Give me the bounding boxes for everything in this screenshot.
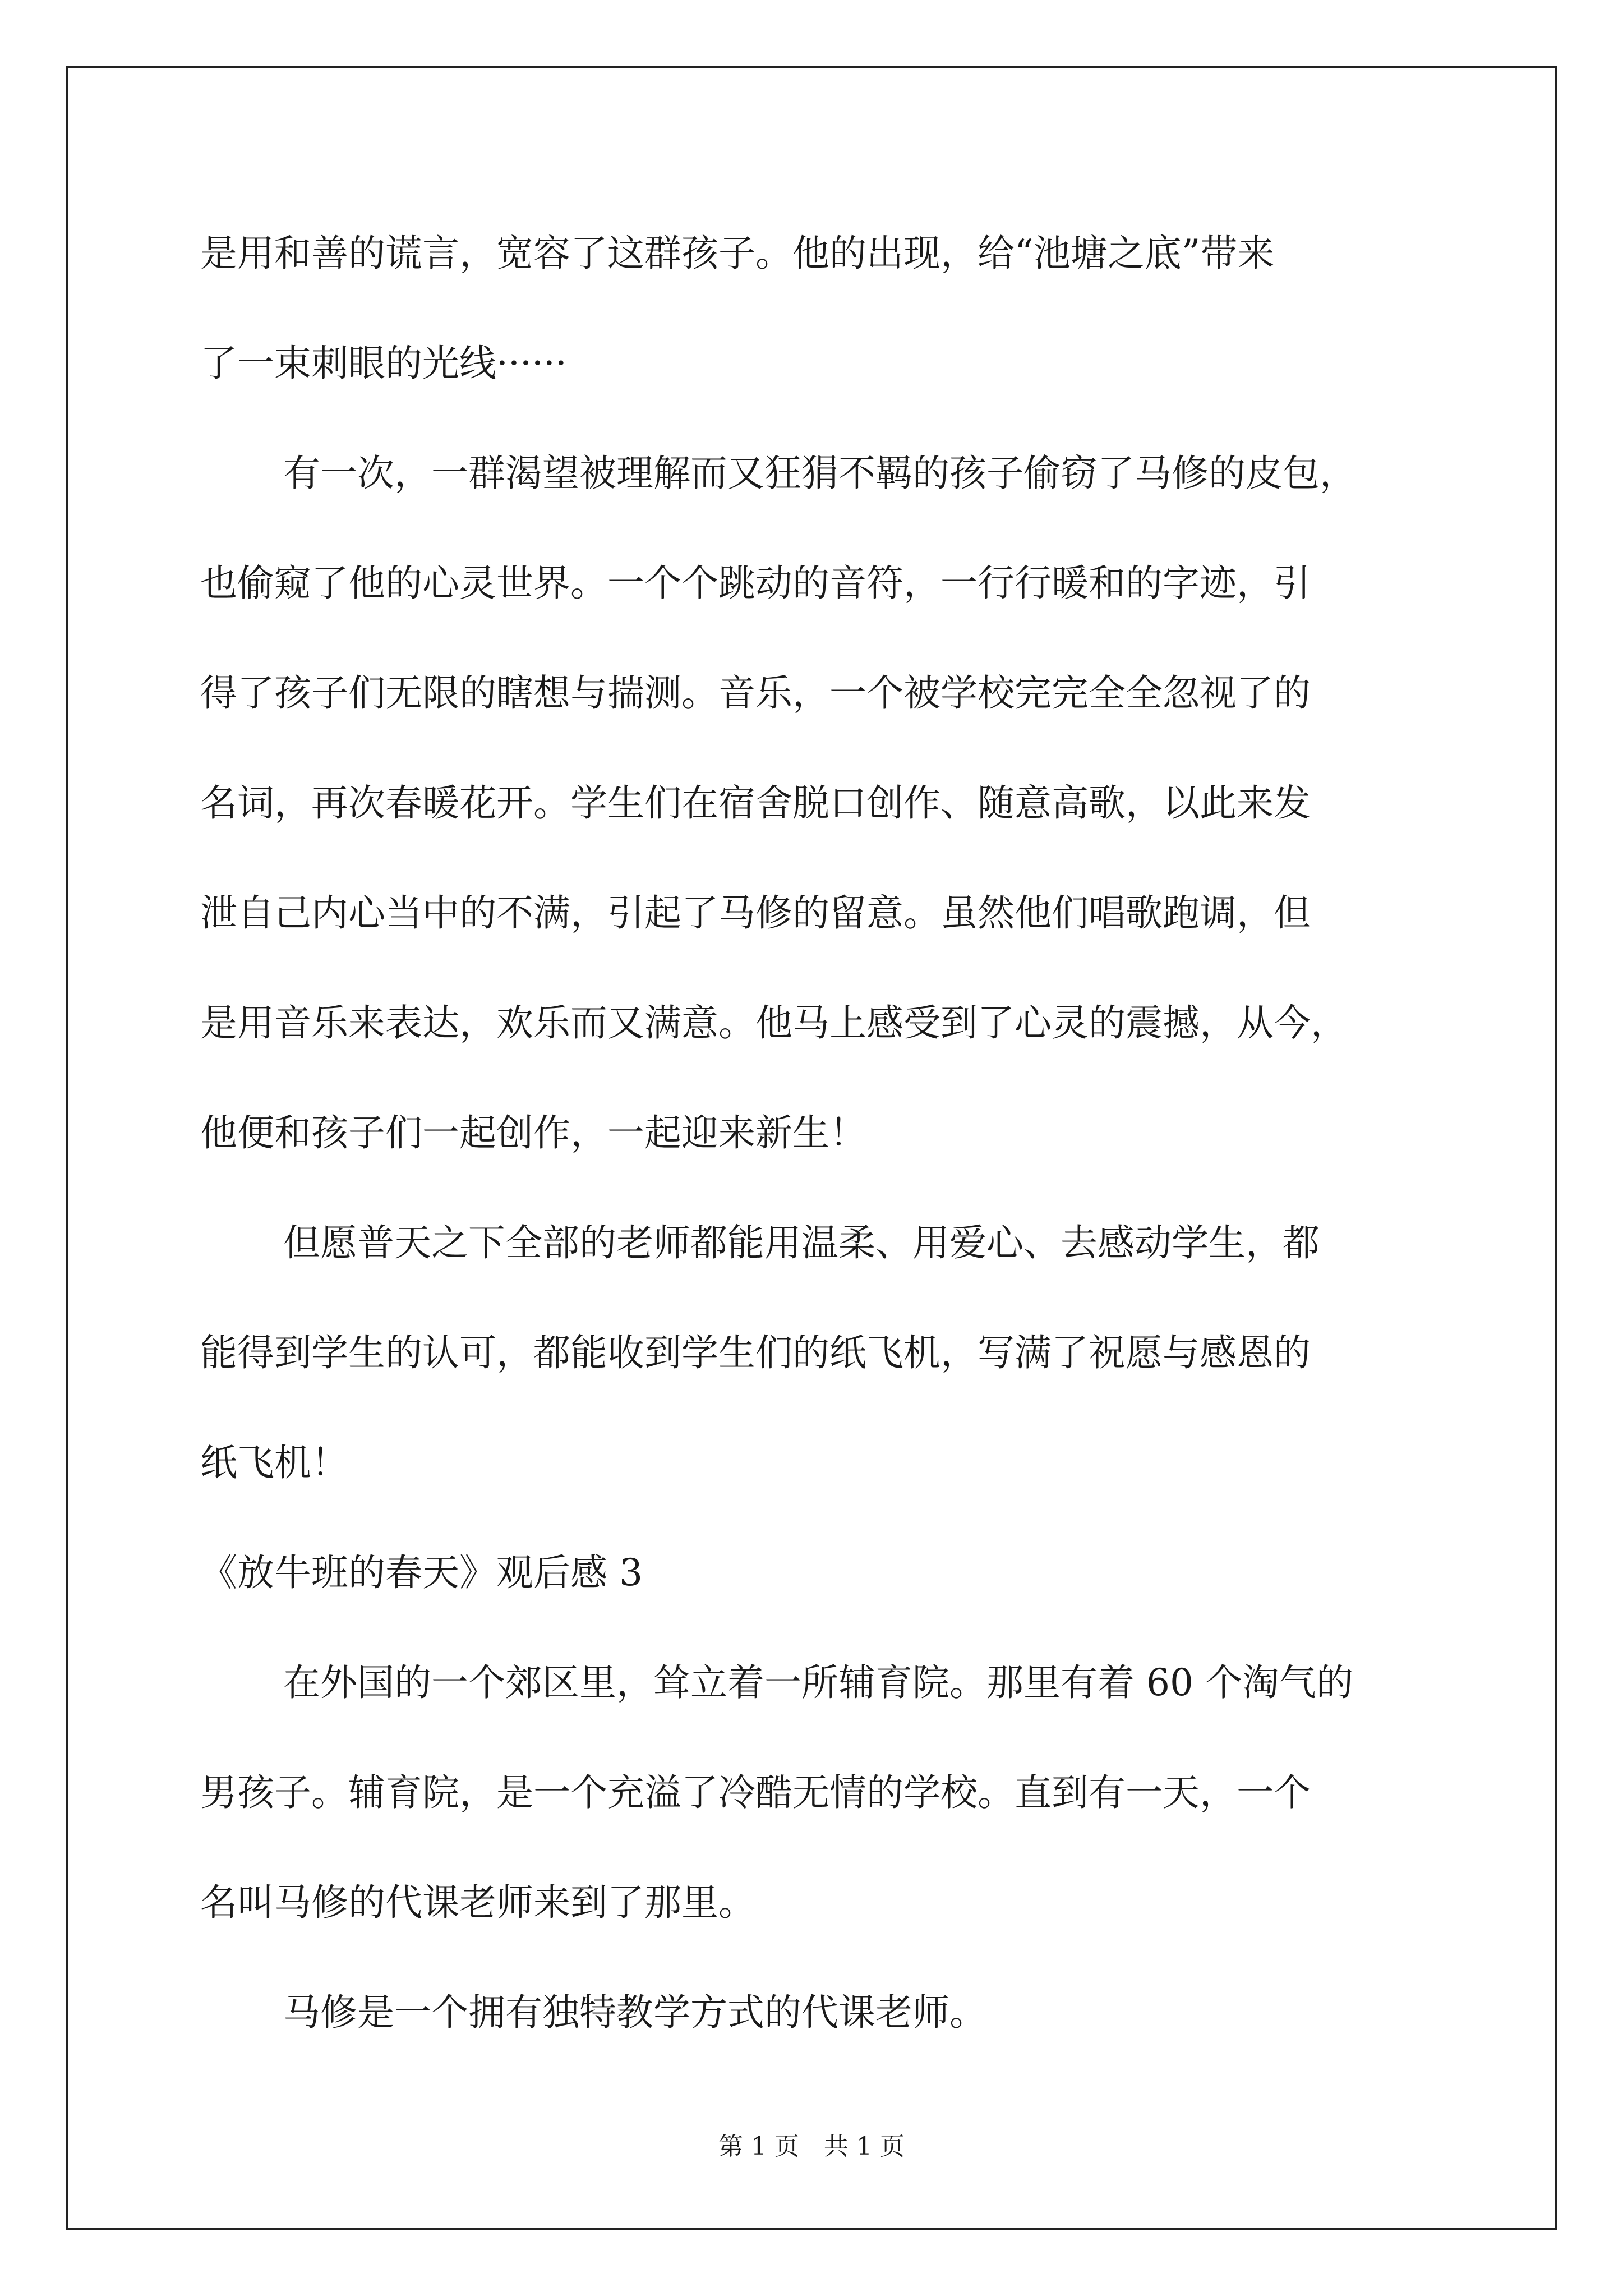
document-body xyxy=(200,213,1423,2082)
text-line: 有一次，一群渴望被理解而又狂狷不羁的孩子偷窃了马修的皮包， xyxy=(283,452,1357,495)
paragraph xyxy=(200,1203,1423,1533)
text-line: 纸飞机！ xyxy=(200,1441,348,1484)
paragraph xyxy=(200,213,1423,433)
text-line: 但愿普天之下全部的老师都能用温柔、用爱心、去感动学生，都 xyxy=(283,1221,1320,1264)
section-heading: 《放牛班的春天》观后感 3 xyxy=(200,1551,643,1594)
text-line: 能得到学生的认可，都能收到学生们的纸飞机，写满了祝愿与感恩的 xyxy=(200,1331,1311,1374)
text-line: 名叫马修的代课老师来到了那里。 xyxy=(200,1881,755,1924)
text-line: 也偷窥了他的心灵世界。一个个跳动的音符，一行行暖和的字迹，引 xyxy=(200,562,1311,605)
text-line: 泄自己内心当中的不满，引起了马修的留意。虽然他们唱歌跑调，但 xyxy=(200,891,1311,935)
text-line: 了一束刺眼的光线······ xyxy=(200,342,567,385)
text-line: 得了孩子们无限的瞎想与揣测。音乐，一个被学校完完全全忽视了的 xyxy=(200,671,1311,715)
text-line: 他便和孩子们一起创作，一起迎来新生！ xyxy=(200,1111,866,1154)
text-line: 男孩子。辅育院，是一个充溢了冷酷无情的学校。直到有一天，一个 xyxy=(200,1771,1311,1814)
paragraph xyxy=(200,1972,1423,2082)
paragraph xyxy=(200,1642,1423,1972)
paragraph xyxy=(200,433,1423,1203)
text-line: 马修是一个拥有独特教学方式的代课老师。 xyxy=(283,1991,986,2034)
page-number-footer: 第 1 页 共 1 页 xyxy=(718,2132,905,2161)
text-line: 是用和善的谎言，宽容了这群孩子。他的出现，给“池塘之底”带来 xyxy=(200,232,1275,275)
text-line: 名词，再次春暖花开。学生们在宿舍脱口创作、随意高歌，以此来发 xyxy=(200,781,1311,825)
text-line: 是用音乐来表达，欢乐而又满意。他马上感受到了心灵的震撼，从今， xyxy=(200,1001,1348,1045)
text-line: 在外国的一个郊区里，耸立着一所辅育院。那里有着 60 个淘气的 xyxy=(283,1661,1353,1704)
